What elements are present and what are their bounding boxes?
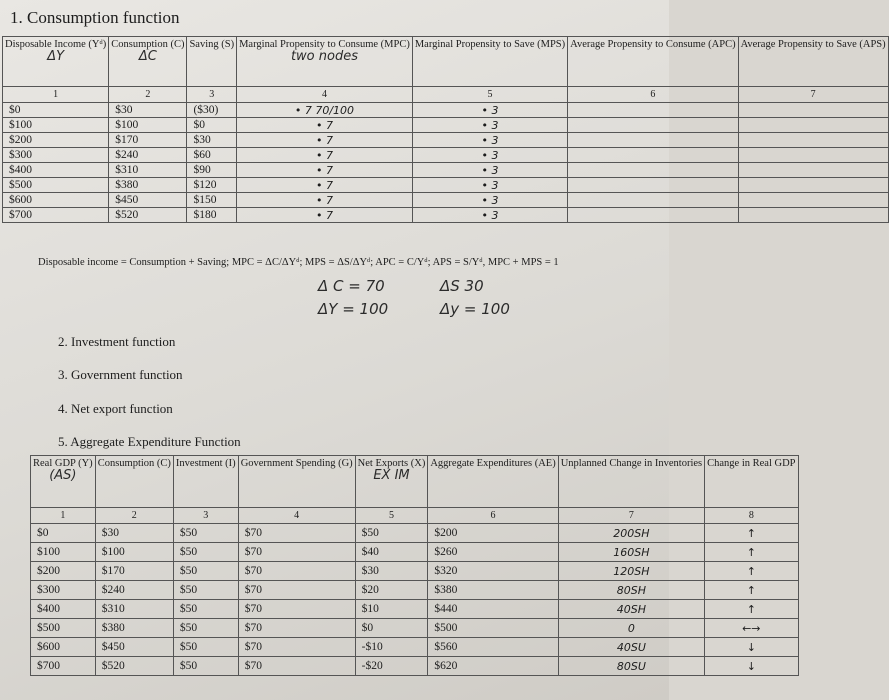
t1-header-label: Disposable Income (Yᵈ) (5, 39, 107, 50)
t1-header-cell (412, 37, 567, 87)
t1-table-cell: • 7 (237, 163, 413, 178)
t1-table-cell: $500 (3, 178, 109, 193)
note-delta-s: ΔS 30 (440, 277, 484, 295)
note-delta-y-1: ΔY = 100 (318, 300, 389, 318)
t2-table-row (31, 543, 799, 562)
t2-table-cell: $70 (238, 543, 355, 562)
t1-table-cell (568, 178, 738, 193)
t2-table-cell: $0 (31, 524, 96, 543)
t2-table-cell: $400 (31, 600, 96, 619)
t1-column-number: 6 (568, 87, 738, 103)
t1-table-cell (738, 163, 888, 178)
t2-table-cell: $10 (355, 600, 428, 619)
t2-table-cell: 40SU (558, 638, 704, 657)
t1-table-cell: $240 (109, 148, 187, 163)
t1-table-cell: $180 (187, 208, 237, 223)
t1-table-row (3, 193, 889, 208)
t2-header-cell (238, 456, 355, 508)
t2-table-cell: $450 (95, 638, 173, 657)
t1-header-label: Consumption (C) (111, 39, 185, 50)
t1-table-cell: • 7 (237, 148, 413, 163)
t2-header-cell (558, 456, 704, 508)
t1-table-cell (738, 118, 888, 133)
t2-table-cell: $100 (31, 543, 96, 562)
t1-header-handwritten-note: ΔC (138, 49, 157, 64)
t2-table-row (31, 619, 799, 638)
t1-table-row (3, 103, 889, 118)
t1-column-number: 3 (187, 87, 237, 103)
t2-table-cell: $50 (355, 524, 428, 543)
t2-table-cell: $200 (428, 524, 558, 543)
t1-table-cell: • 7 (237, 193, 413, 208)
t2-table-cell: 160SH (558, 543, 704, 562)
t2-table-cell: $50 (173, 600, 238, 619)
t2-header-label: Consumption (C) (97, 458, 171, 469)
t2-column-number: 6 (428, 508, 558, 524)
t2-table-cell: $0 (355, 619, 428, 638)
t2-table-cell: $50 (173, 562, 238, 581)
t1-table-cell: $30 (109, 103, 187, 118)
t1-header-label: Average Propensity to Save (APS) (740, 39, 886, 50)
t1-header-cell (237, 37, 413, 87)
t2-table-cell: 80SH (558, 581, 704, 600)
t1-table-cell: $170 (109, 133, 187, 148)
t2-table-cell: ↑ (705, 543, 798, 562)
list-item-net-export: 4. Net export function (58, 401, 173, 416)
t2-table-cell: $70 (238, 581, 355, 600)
t2-table-row (31, 562, 799, 581)
t2-header-handwritten-note: EX IM (373, 468, 410, 483)
t1-table-cell: $520 (109, 208, 187, 223)
t1-table-cell: $600 (3, 193, 109, 208)
t1-header-label: Average Propensity to Consume (APC) (570, 39, 736, 50)
t1-header-cell (109, 37, 187, 87)
t1-table-cell (738, 193, 888, 208)
t1-table-cell (568, 193, 738, 208)
t1-header-cell (187, 37, 237, 87)
t2-table-cell: $170 (95, 562, 173, 581)
t1-table-row (3, 208, 889, 223)
t1-table-cell: $150 (187, 193, 237, 208)
t1-table-cell (568, 208, 738, 223)
t1-table-cell: $380 (109, 178, 187, 193)
t1-header-cell (738, 37, 888, 87)
t1-table-cell: $200 (3, 133, 109, 148)
t2-table-cell: ↑ (705, 524, 798, 543)
t1-table-cell (568, 103, 738, 118)
t1-table-cell (568, 163, 738, 178)
t1-table-cell: $90 (187, 163, 237, 178)
t2-table-cell: 40SH (558, 600, 704, 619)
t1-table-cell: • 3 (412, 103, 567, 118)
t2-table-cell: $200 (31, 562, 96, 581)
t1-table-cell: $60 (187, 148, 237, 163)
formula-line: Disposable income = Consumption + Saving; MPC = ΔC/ΔYᵈ; MPS = ΔS/ΔYᵈ; APC = C/Yᵈ; APS = S/Yᵈ, MPC + MPS = 1 (38, 257, 559, 268)
t1-table-row (3, 133, 889, 148)
t2-table-cell: ↑ (705, 562, 798, 581)
t2-table-row (31, 524, 799, 543)
t2-column-number: 2 (95, 508, 173, 524)
t2-table-cell: $700 (31, 657, 96, 676)
t2-table-cell: $50 (173, 619, 238, 638)
t1-table-cell: • 7 (237, 178, 413, 193)
t2-column-number: 8 (705, 508, 798, 524)
section-title: 1. Consumption function (10, 8, 180, 27)
t2-header-cell (355, 456, 428, 508)
t1-table-cell: • 3 (412, 133, 567, 148)
t1-table-cell: $450 (109, 193, 187, 208)
t2-table-cell: -$10 (355, 638, 428, 657)
t2-table-cell: $260 (428, 543, 558, 562)
t2-table-cell: $30 (355, 562, 428, 581)
t2-table-cell: ↓ (705, 638, 798, 657)
t2-table-cell: $50 (173, 543, 238, 562)
list-item-investment: 2. Investment function (58, 334, 176, 349)
t2-header-label: Real GDP (Y) (33, 458, 93, 469)
t1-table-row (3, 178, 889, 193)
t2-table-cell: ↑ (705, 600, 798, 619)
t2-table-cell: $240 (95, 581, 173, 600)
t2-table-cell: ↑ (705, 581, 798, 600)
t1-column-number: 7 (738, 87, 888, 103)
t2-table-cell: ↓ (705, 657, 798, 676)
t2-header-label: Unplanned Change in Inventories (560, 458, 703, 469)
t1-header-label: Saving (S) (189, 39, 235, 50)
aggregate-expenditure-table (30, 455, 799, 676)
t2-table-cell: $30 (95, 524, 173, 543)
t1-header-cell (568, 37, 738, 87)
t1-table-cell (568, 148, 738, 163)
t2-table-cell: $560 (428, 638, 558, 657)
t1-table-cell: $0 (3, 103, 109, 118)
t2-table-cell: $380 (95, 619, 173, 638)
t2-table-cell: $620 (428, 657, 558, 676)
t1-column-number: 5 (412, 87, 567, 103)
t2-table-cell: $50 (173, 524, 238, 543)
list-item-government: 3. Government function (58, 367, 183, 382)
t1-table-cell: • 7 (237, 133, 413, 148)
t1-table-cell: $400 (3, 163, 109, 178)
t1-header-label: Marginal Propensity to Consume (MPC) (239, 39, 410, 50)
t2-header-label: Change in Real GDP (707, 458, 796, 469)
t2-header-cell (95, 456, 173, 508)
t1-table-cell: ($30) (187, 103, 237, 118)
t1-column-number: 4 (237, 87, 413, 103)
t2-table-row (31, 657, 799, 676)
t1-table-cell (568, 118, 738, 133)
t2-header-cell (31, 456, 96, 508)
t1-table-cell (568, 133, 738, 148)
t2-header-cell (173, 456, 238, 508)
t2-table-cell: $600 (31, 638, 96, 657)
t1-table-cell: $310 (109, 163, 187, 178)
t2-table-cell: $20 (355, 581, 428, 600)
t2-column-number: 1 (31, 508, 96, 524)
t2-header-cell (428, 456, 558, 508)
t2-table-cell: 200SH (558, 524, 704, 543)
t2-table-cell: $50 (173, 657, 238, 676)
t2-header-label: Aggregate Expenditures (AE) (430, 458, 556, 469)
t1-column-number: 1 (3, 87, 109, 103)
t1-table-row (3, 163, 889, 178)
t1-table-cell: $120 (187, 178, 237, 193)
t2-column-number: 3 (173, 508, 238, 524)
t1-table-cell: $700 (3, 208, 109, 223)
t2-table-cell: $70 (238, 657, 355, 676)
t1-table-cell: $100 (3, 118, 109, 133)
t1-table-cell: • 3 (412, 148, 567, 163)
t1-table-cell: $300 (3, 148, 109, 163)
t1-table-cell: • 7 (237, 118, 413, 133)
t1-table-cell (738, 148, 888, 163)
t1-table-cell: $30 (187, 133, 237, 148)
t2-table-cell: $70 (238, 619, 355, 638)
t1-table-cell: $100 (109, 118, 187, 133)
t1-table-cell: • 3 (412, 193, 567, 208)
t1-table-cell: $0 (187, 118, 237, 133)
t1-table-row (3, 148, 889, 163)
t1-table-cell: • 3 (412, 178, 567, 193)
t2-header-handwritten-note: (AS) (49, 468, 77, 483)
t2-column-number: 7 (558, 508, 704, 524)
note-delta-c: Δ C = 70 (318, 277, 385, 295)
t2-table-cell: ←→ (705, 619, 798, 638)
t1-header-handwritten-note: two nodes (290, 49, 358, 64)
t2-table-cell: $70 (238, 638, 355, 657)
t1-table-cell: • 3 (412, 208, 567, 223)
t2-table-cell: 0 (558, 619, 704, 638)
t1-table-row (3, 118, 889, 133)
t1-table-cell: • 7 70/100 (237, 103, 413, 118)
t2-table-cell: $70 (238, 600, 355, 619)
t1-header-handwritten-note: ΔY (47, 49, 65, 64)
t2-table-cell: $500 (31, 619, 96, 638)
t2-table-row (31, 581, 799, 600)
t2-table-cell: 80SU (558, 657, 704, 676)
t2-table-cell: $310 (95, 600, 173, 619)
t1-table-cell: • 3 (412, 163, 567, 178)
t1-header-label: Marginal Propensity to Save (MPS) (414, 39, 566, 50)
t2-table-cell: $440 (428, 600, 558, 619)
t1-table-cell: • 3 (412, 118, 567, 133)
t2-column-number: 4 (238, 508, 355, 524)
t2-table-cell: $520 (95, 657, 173, 676)
t2-table-cell: $70 (238, 524, 355, 543)
t1-column-number: 2 (109, 87, 187, 103)
t2-table-cell: $500 (428, 619, 558, 638)
t1-header-cell (3, 37, 109, 87)
t2-header-cell (705, 456, 798, 508)
t1-table-cell: • 7 (237, 208, 413, 223)
t2-table-cell: $100 (95, 543, 173, 562)
t2-table-cell: -$20 (355, 657, 428, 676)
t2-table-cell: $50 (173, 638, 238, 657)
t2-table-cell: $50 (173, 581, 238, 600)
t2-column-number: 5 (355, 508, 428, 524)
list-item-aggregate-expenditure: 5. Aggregate Expenditure Function (58, 434, 241, 449)
t1-table-cell (738, 133, 888, 148)
t2-table-row (31, 600, 799, 619)
consumption-table (2, 36, 889, 223)
t2-header-label: Investment (I) (175, 458, 236, 469)
t2-table-cell: $380 (428, 581, 558, 600)
t1-table-cell (738, 208, 888, 223)
note-delta-y-2: Δy = 100 (440, 300, 510, 318)
t2-header-label: Government Spending (G) (240, 458, 353, 469)
t1-table-cell (738, 178, 888, 193)
t2-table-row (31, 638, 799, 657)
t2-table-cell: $40 (355, 543, 428, 562)
t2-table-cell: $300 (31, 581, 96, 600)
t1-table-cell (738, 103, 888, 118)
t2-table-cell: $70 (238, 562, 355, 581)
t2-table-cell: 120SH (558, 562, 704, 581)
t2-header-label: Net Exports (X) (357, 458, 426, 469)
t2-table-cell: $320 (428, 562, 558, 581)
